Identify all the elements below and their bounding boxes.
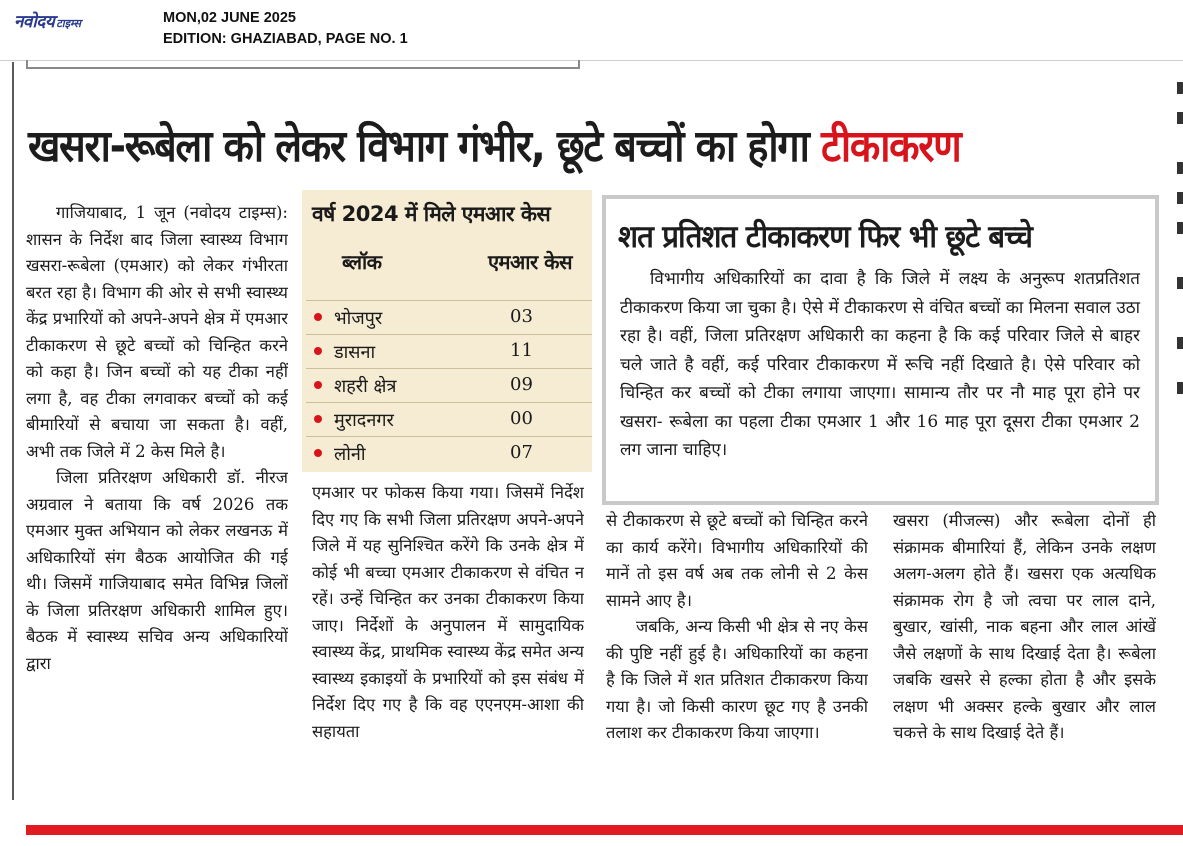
logo-sub-text: टाइम्स [56, 17, 81, 30]
headline-highlight: टीकाकरण [820, 121, 961, 172]
article-column-2 [312, 480, 584, 800]
paragraph: गाजियाबाद, 1 जून (नवोदय टाइम्स): शासन के निर्देश बाद जिला स्वास्थ्य विभाग खसरा-रूबेला (एमआर) को लेकर गंभीरता बरत रहा है। विभाग की ओर से सभी स्वास्थ्य केंद्र प्रभारियों को अपने-अपने क्षेत्र में एमआर टीकाकरण से छूटे बच्चों को चिन्हित करने को कहा है। जिन बच्चों को यह टीका नहीं लगा है, वह टीका लगवाकर बच्चों को कई बीमारियों से बचाया जा सकता है। वहीं, अभी तक जिले में 2 केस मिले है। [26, 203, 288, 461]
headline-main: खसरा-रूबेला को लेकर विभाग गंभीर, छूटे बच्चों का होगा [28, 121, 809, 172]
right-edge-marks [1177, 62, 1183, 800]
page-header [0, 0, 1183, 61]
block-name: डासना [334, 342, 376, 363]
table-row [306, 402, 592, 437]
paragraph: जिला प्रतिरक्षण अधिकारी डॉ. नीरज अग्रवाल ने बताया कि वर्ष 2026 तक एमआर मुक्त अभियान को लेकर लखनऊ में अधिकारियों संग बैठक आयोजित की गई थी। जिसमें गाजियाबाद समेत विभिन्न जिलों के जिला प्रतिरक्षण अधिकारी शामिल हुए। बैठक में स्वास्थ्य सचिव अन्य अधिकारियों द्वारा [26, 468, 288, 673]
paragraph: खसरा (मीजल्स) और रूबेला दोनों ही संक्रामक बीमारियां हैं, लेकिन उनके लक्षण अलग-अलग होते हैं। खसरा एक अत्यधिक संक्रामक रोग है जो त्वचा पर लाल दाने, बुखार, खांसी, नाक बहना और लाल आंखें जैसे लक्षणों के साथ दिखाई देता है। रूबेला जबकि खसरे से हल्का होता है और इसके लक्षण भी अक्सर हल्के बुखार और लाल चकत्ते के साथ दिखाई देते हैं। [893, 511, 1156, 742]
table-title: वर्ष 2024 में मिले एमआर केस [312, 202, 551, 226]
block-name: लोनी [334, 444, 366, 465]
logo-main-text: नवोदय [14, 12, 55, 32]
top-box-remnant [26, 60, 580, 69]
block-name: भोजपुर [334, 308, 383, 329]
sidebar-title: शत प्रतिशत टीकाकरण फिर भी छूटे बच्चे [618, 219, 1033, 255]
bullet-icon [314, 313, 322, 321]
mr-cases-table [302, 190, 592, 472]
bullet-icon [314, 381, 322, 389]
block-name: शहरी क्षेत्र [334, 376, 397, 397]
newspaper-logo [14, 9, 81, 32]
article-column-4 [893, 508, 1156, 800]
edition-line: EDITION: GHAZIABAD, PAGE NO. 1 [163, 31, 408, 47]
article-column-1 [26, 200, 288, 800]
table-header-cases: एमआर केस [488, 250, 572, 274]
date-line: MON,02 JUNE 2025 [163, 10, 296, 26]
table-header-block: ब्लॉक [342, 250, 382, 274]
case-count: 00 [510, 408, 533, 429]
paragraph: जबकि, अन्य किसी भी क्षेत्र से नए केस की पुष्टि नहीं हुई है। अधिकारियों का कहना है कि जिले में शत प्रतिशत टीकाकरण किया गया है। जो किसी कारण छूट गए है उनकी तलाश कर टीकाकरण किया जाएगा। [606, 617, 868, 742]
article-headline [28, 104, 1054, 190]
left-margin-rule [12, 62, 14, 800]
paragraph: एमआर पर फोकस किया गया। जिसमें निर्देश दिए गए कि सभी जिला प्रतिरक्षण अपने-अपने जिले में यह सुनिश्चित करेंगे कि उनके क्षेत्र में कोई भी बच्चा एमआर टीकाकरण से वंचित न रहें। उन्हें चिन्हित कर उनका टीकाकरण किया जाए। निर्देशों के अनुपालन में सामुदायिक स्वास्थ्य केंद्र, प्राथमिक स्वास्थ्य केंद्र समेत अन्य स्वास्थ्य इकाइयों के प्रभारियों को इस संबंध में निर्देश दिए गए है कि वह एएनएम-आशा की सहायता [312, 483, 584, 741]
case-count: 07 [510, 442, 533, 463]
case-count: 03 [510, 306, 533, 327]
sidebar-boxed-story [602, 195, 1159, 505]
article-column-3 [606, 508, 868, 800]
table-row [306, 436, 592, 471]
table-row [306, 368, 592, 403]
footer-red-rule [26, 825, 1183, 835]
edition-info [163, 8, 408, 50]
bullet-icon [314, 449, 322, 457]
block-name: मुरादनगर [334, 410, 394, 431]
table-row [306, 334, 592, 369]
bullet-icon [314, 415, 322, 423]
case-count: 09 [510, 374, 533, 395]
paragraph: से टीकाकरण से छूटे बच्चों को चिन्हित करने का कार्य करेंगे। विभागीय अधिकारियों की मानें तो इस वर्ष अब तक लोनी से 2 केस सामने आए है। [606, 511, 868, 610]
bullet-icon [314, 347, 322, 355]
case-count: 11 [510, 340, 533, 361]
table-row [306, 300, 592, 335]
sidebar-body [620, 265, 1140, 465]
paragraph: विभागीय अधिकारियों का दावा है कि जिले में लक्ष्य के अनुरूप शतप्रतिशत टीकाकरण किया जा चुका है। ऐसे में टीकाकरण से वंचित बच्चों का मिलना सवाल उठा रहा है। वहीं, जिला प्रतिरक्षण अधिकारी का कहना है कि कई परिवार जिले से बाहर चले जाते है वहीं, कई परिवार टीकाकरण में रूचि नहीं दिखाते है। ऐसे परिवार को चिन्हित कर बच्चों को टीका लगाया जाएगा। सामान्य तौर पर नौ माह पूरा होने पर खसरा- रूबेला का पहला टीका एमआर 1 और 16 माह पूरा दूसरा टीका एमआर 2 लग जाना चाहिए। [620, 269, 1140, 460]
